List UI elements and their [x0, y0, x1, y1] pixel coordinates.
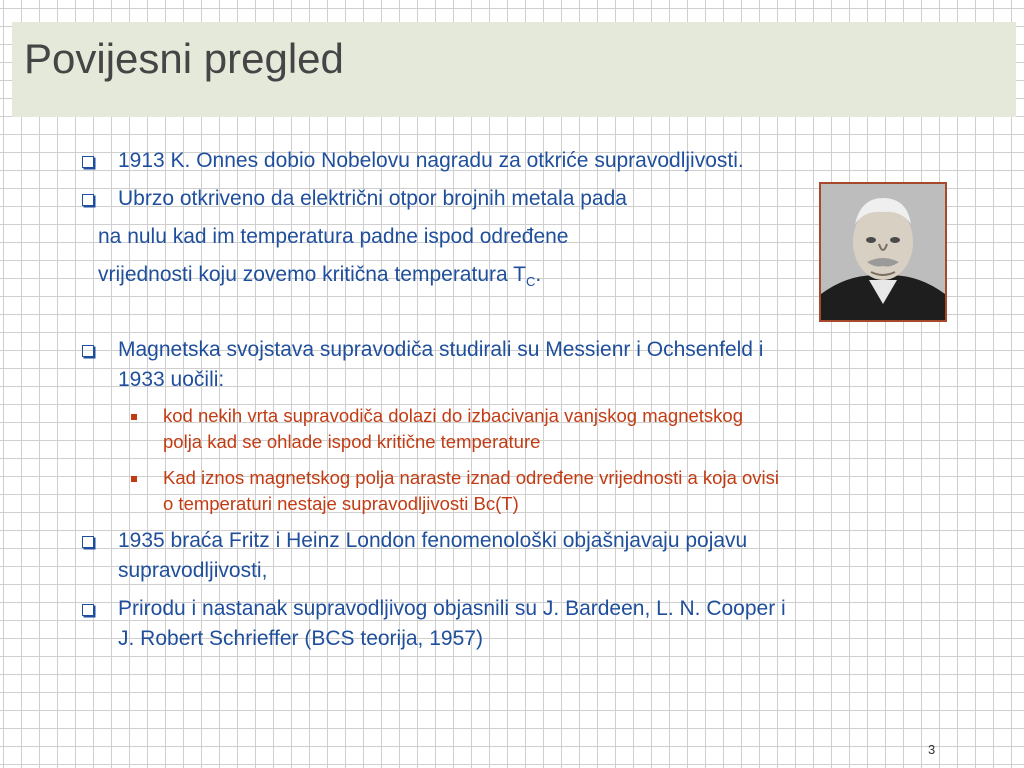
- bullet-text: 1935 braća Fritz i Heinz London fenomenološki objašnjavaju pojavu: [118, 529, 748, 552]
- hollow-square-bullet-icon: [82, 345, 94, 357]
- bullet-text-continuation: [98, 260, 541, 297]
- sub-bullet-text-continuation: polja kad se ohlade ispod kritične temperature: [163, 431, 541, 452]
- subscript: C: [525, 274, 536, 290]
- sub-bullet-text-continuation: o temperaturi nestaje supravodljivosti Bc(T): [163, 493, 519, 514]
- page-number: 3: [928, 742, 936, 757]
- filled-square-bullet-icon: [131, 414, 137, 420]
- sub-bullet-text: Kad iznos magnetskog polja naraste iznad određene vrijednosti a koja ovisi: [163, 467, 780, 488]
- portrait-photo: [819, 182, 947, 322]
- bullet-text: Ubrzo otkriveno da električni otpor brojnih metala pada: [118, 187, 627, 210]
- hollow-square-bullet-icon: [82, 604, 94, 616]
- hollow-square-bullet-icon: [82, 194, 94, 206]
- bullet-text-continuation: 1933 uočili:: [118, 368, 225, 391]
- bullet-text: Magnetska svojstava supravodiča studirali su Messienr i Ochsenfeld i: [118, 338, 764, 361]
- slide-title: Povijesni pregled: [24, 35, 344, 82]
- bullet-text-segment: .: [535, 263, 542, 286]
- portrait-icon: [821, 184, 945, 320]
- sub-bullet-text: kod nekih vrta supravodiča dolazi do izbacivanja vanjskog magnetskog: [163, 405, 744, 426]
- filled-square-bullet-icon: [131, 476, 137, 482]
- hollow-square-bullet-icon: [82, 156, 94, 168]
- bullet-text: 1913 K. Onnes dobio Nobelovu nagradu za otkriće supravodljivosti.: [118, 149, 744, 172]
- bullet-text-continuation: na nulu kad im temperatura padne ispod određene: [98, 225, 569, 248]
- bullet-text-continuation: J. Robert Schrieffer (BCS teorija, 1957): [118, 627, 483, 650]
- hollow-square-bullet-icon: [82, 536, 94, 548]
- bullet-text-segment: vrijednosti koju zovemo kritična temperatura T: [98, 263, 526, 286]
- bullet-text-continuation: supravodljivosti,: [118, 559, 268, 582]
- bullet-text: Prirodu i nastanak supravodljivog objasnili su J. Bardeen, L. N. Cooper i: [118, 597, 786, 620]
